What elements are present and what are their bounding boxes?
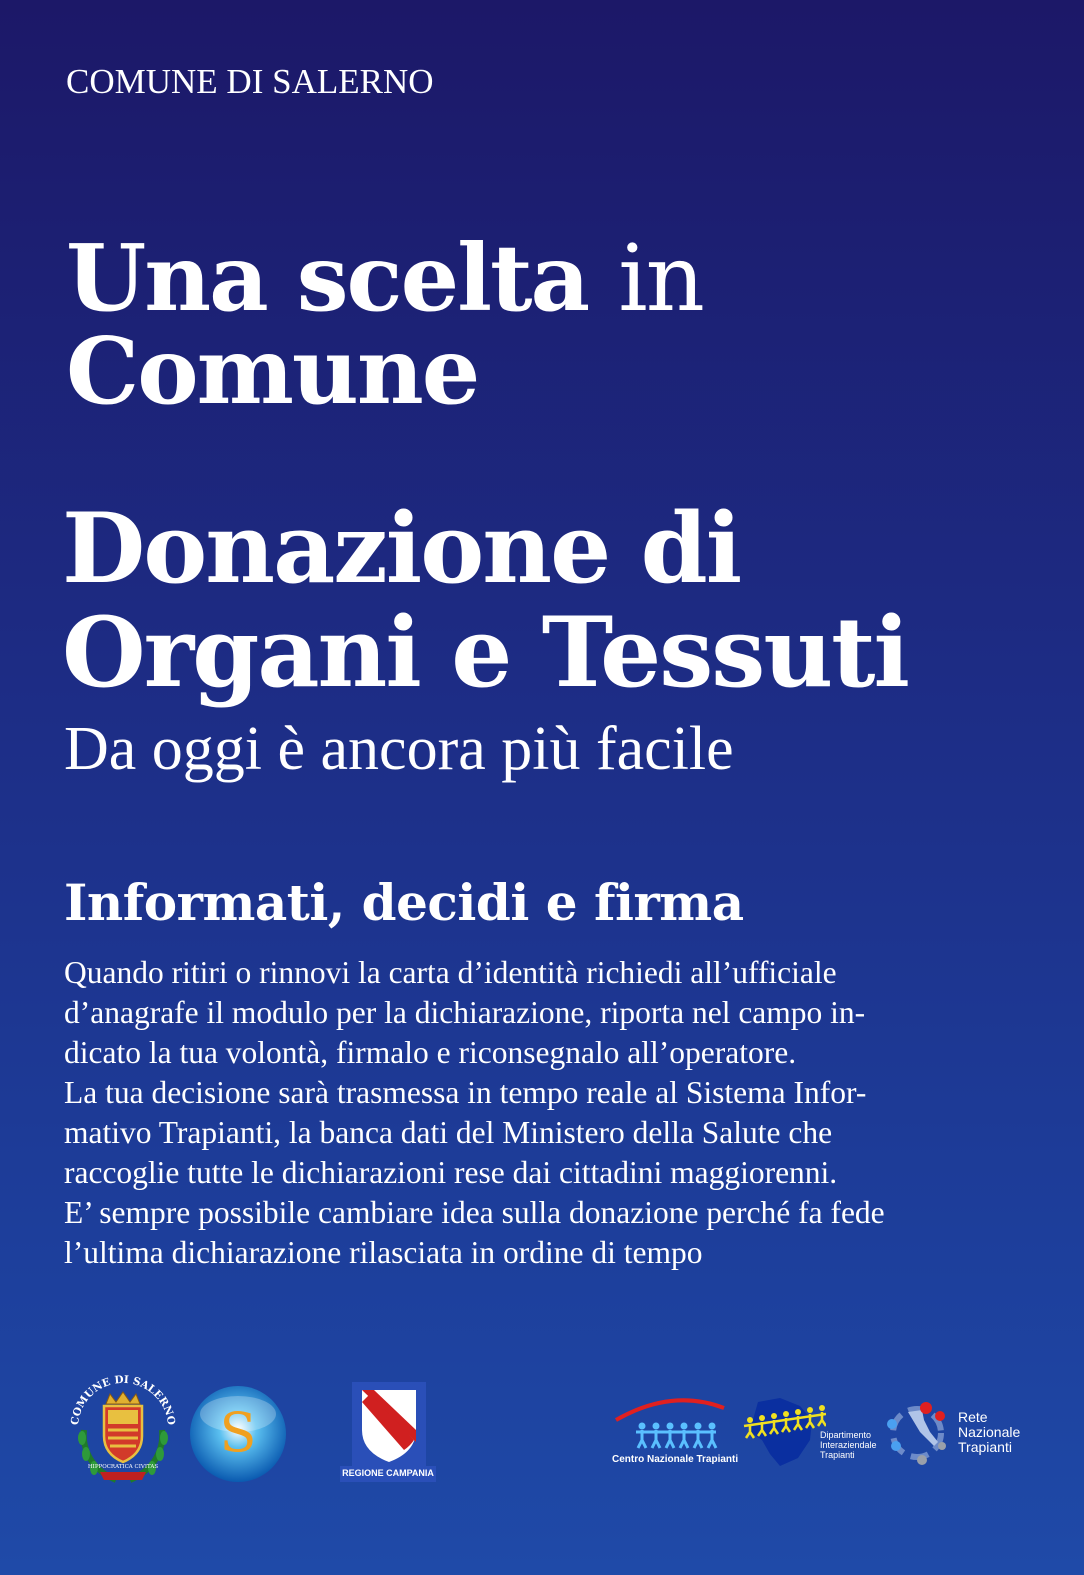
headline	[66, 224, 703, 425]
headline-line2: Comune	[66, 317, 479, 425]
logo-strip	[0, 1370, 1084, 1500]
city-crest-icon	[64, 1370, 182, 1492]
region-shield-icon	[340, 1380, 436, 1484]
headline-light: in	[618, 225, 703, 332]
body-line: La tua decisione sarà trasmessa in tempo reale al Sistema Infor-	[64, 1075, 867, 1110]
rete-line3: Trapianti	[958, 1439, 1012, 1455]
italy-network-icon	[882, 1398, 1032, 1474]
body-text	[64, 953, 1024, 1273]
body-line: d’anagrafe il modulo per la dichiarazione, riporta nel campo in-	[64, 995, 866, 1030]
campania-map-people-icon	[740, 1396, 880, 1472]
headline-bold: Una scelta	[66, 224, 589, 332]
regione-label: REGIONE CAMPANIA	[342, 1468, 434, 1478]
section-heading: Informati, decidi e firma	[64, 873, 744, 932]
subtitle: Da oggi è ancora più facile	[64, 715, 734, 783]
rete-line1: Rete	[958, 1409, 988, 1425]
svg-text:HIPPOCRATICA CIVITAS	[88, 1464, 159, 1470]
body-line: mativo Trapianti, la banca dati del Ministero della Salute che	[64, 1115, 833, 1150]
body-line: dicato la tua volontà, firmalo e riconsegnalo all’operatore.	[64, 1035, 797, 1070]
crest-bottom-text: HIPPOCRATICA CIVITAS	[87, 1464, 159, 1470]
s-badge-letter: S	[219, 1401, 257, 1464]
dipartimento-line3: Trapianti	[820, 1450, 855, 1460]
crest-top-text: COMUNE DI SALERNO	[68, 1373, 178, 1426]
body-line: raccoglie tutte le dichiarazioni rese dai cittadini maggiorenni.	[64, 1155, 838, 1190]
cnt-label: Centro Nazionale Trapianti	[612, 1454, 739, 1465]
s-circle-logo-icon	[188, 1384, 288, 1484]
title-line1: Donazione di	[62, 492, 741, 605]
rete-label	[958, 1410, 1020, 1455]
body-line: E’ sempre possibile cambiare idea sulla donazione perché fa fede	[64, 1195, 885, 1230]
page-title	[62, 492, 908, 709]
people-chain-icon	[612, 1396, 739, 1472]
body-line: l’ultima dichiarazione rilasciata in ordine di tempo	[64, 1235, 703, 1270]
dipartimento-label	[820, 1430, 877, 1460]
title-line2: Organi e Tessuti	[62, 596, 908, 709]
body-line: Quando ritiri o rinnovi la carta d’identità richiedi all’ufficiale	[64, 955, 837, 990]
rete-line2: Nazionale	[958, 1424, 1021, 1440]
dipartimento-line1: Dipartimento	[820, 1430, 872, 1440]
dipartimento-line2: Interaziendale	[820, 1440, 877, 1450]
organization-header: COMUNE DI SALERNO	[66, 62, 434, 101]
